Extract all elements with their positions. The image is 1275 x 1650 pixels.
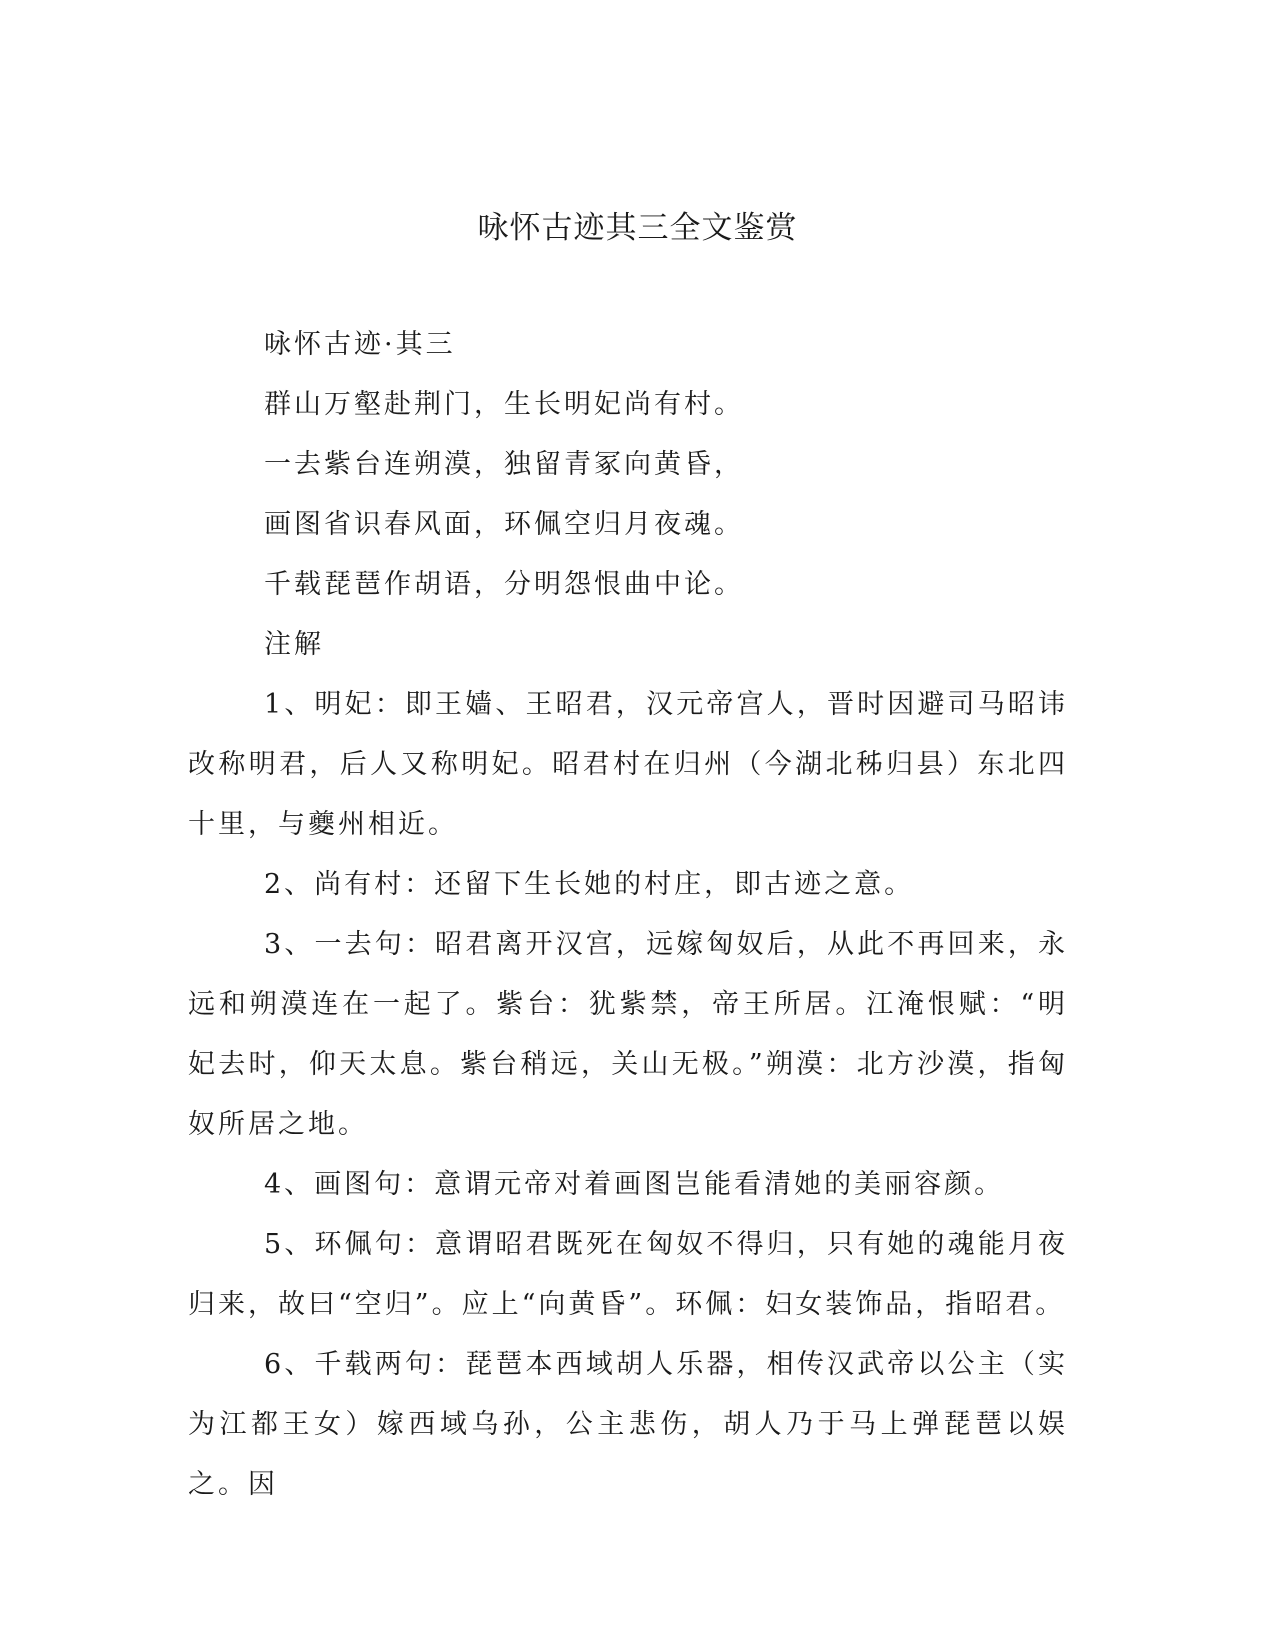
note-paragraph: 1、明妃：即王嫱、王昭君，汉元帝宫人，晋时因避司马昭讳改称明君，后人又称明妃。昭君村在归州（今湖北秭归县）东北四十里，与夔州相近。 [188,689,1068,840]
poem-line: 千载琵琶作胡语，分明怨恨曲中论。 [264,569,744,600]
document-title: 咏怀古迹其三全文鉴赏 [477,210,798,246]
notes-heading: 注解 [264,629,324,660]
note-paragraph: 5、环佩句：意谓昭君既死在匈奴不得归，只有她的魂能月夜归来，故曰“空归”。应上“向黄昏”。环佩：妇女装饰品，指昭君。 [188,1229,1068,1320]
poem-line: 群山万壑赴荆门，生长明妃尚有村。 [264,389,744,420]
note-paragraph: 6、千载两句：琵琶本西域胡人乐器，相传汉武帝以公主（实为江都王女）嫁西域乌孙，公主悲伤，胡人乃于马上弹琵琶以娱之。因 [188,1349,1068,1500]
poem-heading: 咏怀古迹·其三 [264,329,456,360]
note-paragraph: 4、画图句：意谓元帝对着画图岂能看清她的美丽容颜。 [264,1169,1005,1200]
poem-line: 画图省识春风面，环佩空归月夜魂。 [264,509,744,540]
note-paragraph: 2、尚有村：还留下生长她的村庄，即古迹之意。 [264,869,915,900]
note-paragraph: 3、一去句：昭君离开汉宫，远嫁匈奴后，从此不再回来，永远和朔漠连在一起了。紫台：犹紫禁，帝王所居。江淹恨赋：“明妃去时，仰天太息。紫台稍远，关山无极。”朔漠：北方沙漠，指匈奴所居之地。 [188,929,1068,1140]
poem-line: 一去紫台连朔漠，独留青冢向黄昏， [264,449,744,480]
document-body [188,315,1068,1515]
